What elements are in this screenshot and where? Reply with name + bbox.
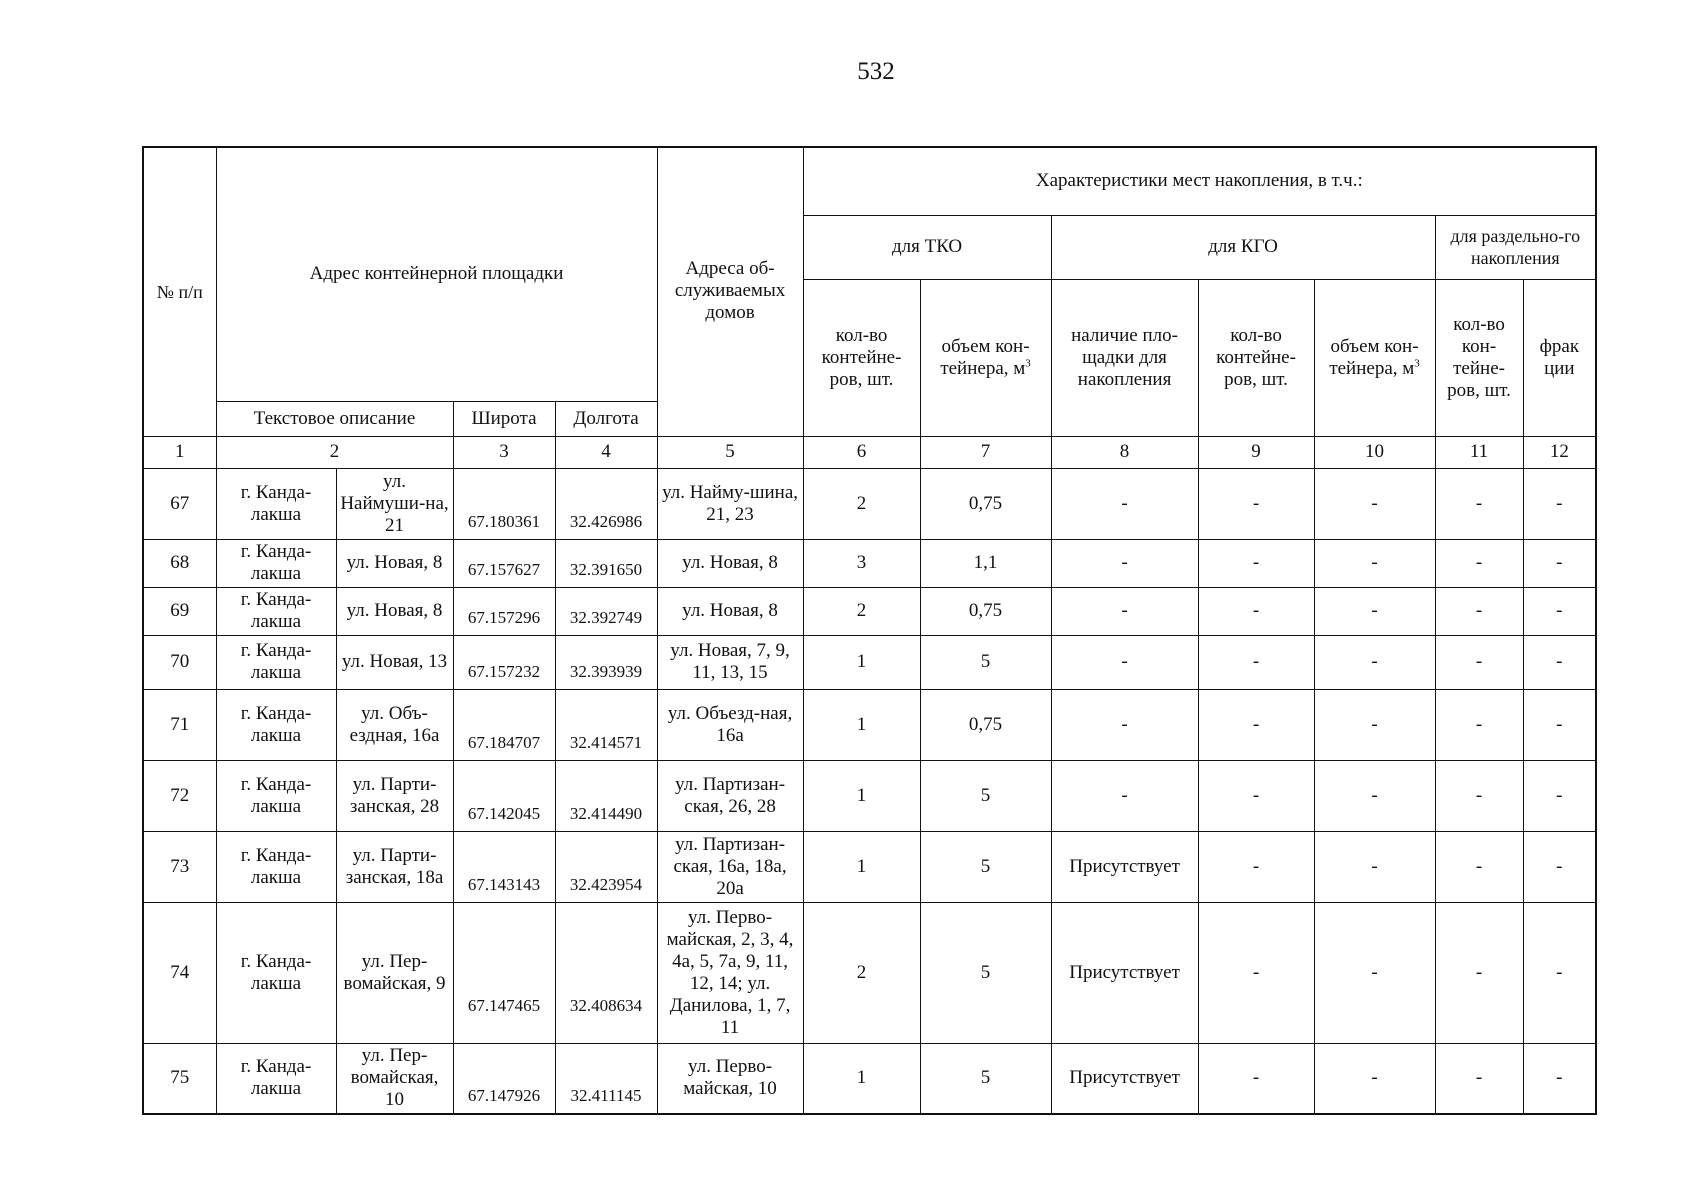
row-sep-count: - [1435, 689, 1523, 760]
row-sep-count: - [1435, 539, 1523, 587]
page-number: 532 [857, 58, 895, 85]
row-latitude: 67.142045 [453, 760, 555, 831]
row-latitude: 67.157232 [453, 635, 555, 689]
row-street: ул. Наймуши-на, 21 [336, 468, 453, 539]
row-number: 75 [143, 1043, 216, 1114]
column-index: 10 [1314, 436, 1435, 468]
row-street: ул. Новая, 13 [336, 635, 453, 689]
row-latitude: 67.157627 [453, 539, 555, 587]
row-kgo-count: - [1198, 689, 1314, 760]
row-kgo-count: - [1198, 468, 1314, 539]
row-served: ул. Партизан-ская, 16а, 18а, 20а [657, 831, 803, 902]
row-kgo-site: - [1051, 760, 1198, 831]
column-index: 8 [1051, 436, 1198, 468]
row-number: 69 [143, 587, 216, 635]
row-fractions: - [1523, 689, 1596, 760]
row-sep-count: - [1435, 902, 1523, 1043]
row-longitude: 32.393939 [555, 635, 657, 689]
row-longitude: 32.392749 [555, 587, 657, 635]
row-kgo-volume: - [1314, 539, 1435, 587]
row-served: ул. Новая, 8 [657, 587, 803, 635]
row-street: ул. Пер-вомайская, 9 [336, 902, 453, 1043]
row-served: ул. Перво-майская, 2, 3, 4, 4а, 5, 7а, 9, 11, 12, 14; ул. Данилова, 1, 7, 11 [657, 902, 803, 1043]
row-tko-count: 1 [803, 831, 920, 902]
row-tko-volume: 1,1 [920, 539, 1051, 587]
table-row [143, 587, 1596, 635]
table-row [143, 468, 1596, 539]
header-sep-count: кол-во кон-тейне-ров, шт. [1435, 279, 1523, 436]
row-kgo-volume: - [1314, 468, 1435, 539]
row-sep-count: - [1435, 831, 1523, 902]
row-number: 72 [143, 760, 216, 831]
row-number: 70 [143, 635, 216, 689]
header-address: Адрес контейнерной площадки [216, 147, 657, 401]
row-kgo-count: - [1198, 760, 1314, 831]
row-kgo-site: Присутствует [1051, 831, 1198, 902]
row-tko-volume: 5 [920, 760, 1051, 831]
column-index: 7 [920, 436, 1051, 468]
row-longitude: 32.414490 [555, 760, 657, 831]
column-index: 5 [657, 436, 803, 468]
row-number: 73 [143, 831, 216, 902]
row-fractions: - [1523, 587, 1596, 635]
table-row [143, 831, 1596, 902]
row-latitude: 67.143143 [453, 831, 555, 902]
row-kgo-site: Присутствует [1051, 1043, 1198, 1114]
row-latitude: 67.157296 [453, 587, 555, 635]
table-row [143, 902, 1596, 1043]
row-latitude: 67.147926 [453, 1043, 555, 1114]
row-tko-volume: 5 [920, 1043, 1051, 1114]
row-tko-count: 1 [803, 689, 920, 760]
header-kgo-site: наличие пло-щадки для накопления [1051, 279, 1198, 436]
row-street: ул. Парти-занская, 28 [336, 760, 453, 831]
row-kgo-volume: - [1314, 902, 1435, 1043]
row-latitude: 67.180361 [453, 468, 555, 539]
row-kgo-count: - [1198, 635, 1314, 689]
row-longitude: 32.426986 [555, 468, 657, 539]
table-row [143, 539, 1596, 587]
row-tko-count: 3 [803, 539, 920, 587]
row-city: г. Канда-лакша [216, 689, 336, 760]
row-served: ул. Объезд-ная, 16а [657, 689, 803, 760]
row-served: ул. Найму-шина, 21, 23 [657, 468, 803, 539]
row-street: ул. Новая, 8 [336, 587, 453, 635]
row-tko-count: 1 [803, 1043, 920, 1114]
row-city: г. Канда-лакша [216, 635, 336, 689]
row-number: 74 [143, 902, 216, 1043]
column-index: 4 [555, 436, 657, 468]
header-fractions: фрак ции [1523, 279, 1596, 436]
row-tko-count: 1 [803, 635, 920, 689]
row-tko-volume: 0,75 [920, 587, 1051, 635]
column-index: 3 [453, 436, 555, 468]
row-street: ул. Пер-вомайская, 10 [336, 1043, 453, 1114]
row-kgo-site: Присутствует [1051, 902, 1198, 1043]
row-longitude: 32.391650 [555, 539, 657, 587]
row-kgo-site: - [1051, 468, 1198, 539]
header-served: Адреса об-служиваемых домов [657, 147, 803, 436]
row-sep-count: - [1435, 760, 1523, 831]
row-kgo-count: - [1198, 831, 1314, 902]
row-number: 71 [143, 689, 216, 760]
header-tko-volume: объем кон-тейнера, $м^3$ [920, 279, 1051, 436]
row-kgo-site: - [1051, 689, 1198, 760]
row-fractions: - [1523, 831, 1596, 902]
row-tko-count: 2 [803, 468, 920, 539]
row-fractions: - [1523, 760, 1596, 831]
header-characteristics: Характеристики мест накопления, в т.ч.: [803, 147, 1596, 215]
header-latitude: Широта [453, 401, 555, 436]
row-kgo-volume: - [1314, 587, 1435, 635]
header-no: № п/п [143, 147, 216, 436]
header-kgo-count: кол-во контейне-ров, шт. [1198, 279, 1314, 436]
row-number: 67 [143, 468, 216, 539]
table-row [143, 689, 1596, 760]
row-street: ул. Новая, 8 [336, 539, 453, 587]
column-index: 11 [1435, 436, 1523, 468]
row-fractions: - [1523, 902, 1596, 1043]
table-row [143, 1043, 1596, 1114]
container-sites-table [142, 146, 1597, 1115]
row-served: ул. Перво-майская, 10 [657, 1043, 803, 1114]
row-kgo-count: - [1198, 587, 1314, 635]
row-tko-volume: 5 [920, 635, 1051, 689]
row-sep-count: - [1435, 635, 1523, 689]
row-served: ул. Новая, 8 [657, 539, 803, 587]
row-tko-count: 2 [803, 902, 920, 1043]
row-kgo-site: - [1051, 635, 1198, 689]
row-kgo-site: - [1051, 587, 1198, 635]
row-city: г. Канда-лакша [216, 902, 336, 1043]
row-longitude: 32.423954 [555, 831, 657, 902]
header-tko-count: кол-во контейне-ров, шт. [803, 279, 920, 436]
row-kgo-site: - [1051, 539, 1198, 587]
row-tko-volume: 5 [920, 831, 1051, 902]
header-separate: для раздельно-го накопления [1435, 215, 1596, 279]
row-longitude: 32.408634 [555, 902, 657, 1043]
row-kgo-volume: - [1314, 635, 1435, 689]
row-tko-volume: 0,75 [920, 689, 1051, 760]
row-kgo-volume: - [1314, 831, 1435, 902]
row-tko-count: 1 [803, 760, 920, 831]
row-longitude: 32.411145 [555, 1043, 657, 1114]
header-text-desc: Текстовое описание [216, 401, 453, 436]
row-fractions: - [1523, 539, 1596, 587]
row-kgo-volume: - [1314, 689, 1435, 760]
column-index: 12 [1523, 436, 1596, 468]
row-street: ул. Парти-занская, 18а [336, 831, 453, 902]
row-kgo-volume: - [1314, 760, 1435, 831]
row-sep-count: - [1435, 468, 1523, 539]
column-index: 1 [143, 436, 216, 468]
row-street: ул. Объ-ездная, 16а [336, 689, 453, 760]
row-longitude: 32.414571 [555, 689, 657, 760]
row-kgo-count: - [1198, 902, 1314, 1043]
row-city: г. Канда-лакша [216, 1043, 336, 1114]
column-index-row [143, 436, 1596, 468]
row-latitude: 67.147465 [453, 902, 555, 1043]
header-row-1 [143, 147, 1596, 215]
header-longitude: Долгота [555, 401, 657, 436]
column-index: 9 [1198, 436, 1314, 468]
row-served: ул. Новая, 7, 9, 11, 13, 15 [657, 635, 803, 689]
row-sep-count: - [1435, 587, 1523, 635]
row-kgo-volume: - [1314, 1043, 1435, 1114]
column-index: 6 [803, 436, 920, 468]
header-tko: для ТКО [803, 215, 1051, 279]
row-sep-count: - [1435, 1043, 1523, 1114]
row-number: 68 [143, 539, 216, 587]
row-kgo-count: - [1198, 539, 1314, 587]
row-city: г. Канда-лакша [216, 468, 336, 539]
row-fractions: - [1523, 468, 1596, 539]
row-tko-volume: 0,75 [920, 468, 1051, 539]
row-fractions: - [1523, 1043, 1596, 1114]
row-city: г. Канда-лакша [216, 831, 336, 902]
row-tko-count: 2 [803, 587, 920, 635]
row-kgo-count: - [1198, 1043, 1314, 1114]
row-latitude: 67.184707 [453, 689, 555, 760]
row-tko-volume: 5 [920, 902, 1051, 1043]
column-index: 2 [216, 436, 453, 468]
row-city: г. Канда-лакша [216, 587, 336, 635]
header-kgo-volume: объем кон-тейнера, $м^3$ [1314, 279, 1435, 436]
table-row [143, 760, 1596, 831]
table-row [143, 635, 1596, 689]
header-kgo: для КГО [1051, 215, 1435, 279]
row-fractions: - [1523, 635, 1596, 689]
row-served: ул. Партизан-ская, 26, 28 [657, 760, 803, 831]
row-city: г. Канда-лакша [216, 539, 336, 587]
row-city: г. Канда-лакша [216, 760, 336, 831]
